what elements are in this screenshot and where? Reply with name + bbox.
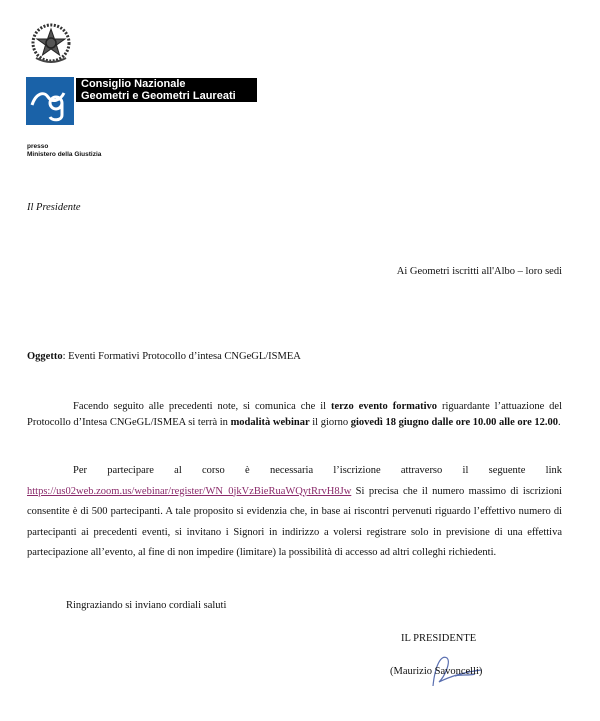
cngegl-logo (26, 77, 74, 125)
subject-text: : Eventi Formativi Protocollo d’intesa CNGeGL/ISMEA (62, 351, 301, 362)
paragraph-registration (27, 461, 562, 564)
p1-text-1: Facendo seguito alle precedenti note, si comunica che il (73, 401, 331, 412)
organization-name (76, 78, 257, 102)
p1-bold-mode: modalità webinar (230, 416, 310, 428)
presso-label: presso (27, 143, 49, 150)
sender-label: Il Presidente (27, 202, 81, 213)
subject-label: Oggetto (27, 351, 63, 362)
republic-emblem-icon (30, 22, 72, 64)
subject-line (27, 351, 301, 362)
p1-text-2: riguardante l’attuazione del Protocollo d’Intesa CNGeGL/ISMEA si terrà in (27, 401, 562, 428)
webinar-registration-link[interactable]: https://us02web.zoom.us/webinar/register/WN_0jkVzBieRuaWQytRrvH8Jw (27, 485, 352, 497)
signature-name: (Maurizio Savoncelli) (390, 666, 483, 677)
org-name-line1: Consiglio Nazionale (81, 78, 186, 90)
paragraph-event-info (27, 399, 562, 430)
signature-title: IL PRESIDENTE (401, 633, 477, 644)
p1-text-3: il giorno (309, 416, 351, 428)
p2-text-2: Si precisa che il numero massimo di iscrizioni consentite è di 500 partecipanti. A tale proposito si evidenzia che, in base ai riscontri pervenuti riguardo l’effettivo numero di partecipanti ai precedenti eventi, si invitano i Signori in indirizzo a volersi registrare solo in previsione di una effettiva partecipazione all’evento, al fine di non impedire (limitare) la possibilità di accesso ad altri colleghi richiedenti. (27, 485, 562, 558)
p1-text-4: . (558, 416, 561, 428)
ministry-block (27, 143, 101, 158)
ministry-name: Ministero della Giustizia (27, 150, 102, 158)
cngegl-logo-mark-icon (26, 77, 74, 125)
org-name-line2: Geometri e Geometri Laureati (81, 89, 236, 102)
p2-text-1: Per partecipare al corso è necessaria l’iscrizione attraverso il seguente link (73, 465, 562, 476)
closing-line: Ringraziando si inviano cordiali saluti (66, 600, 227, 611)
p1-bold-date: giovedì 18 giugno dalle ore 10.00 alle ore 12.00 (350, 416, 559, 428)
recipient-line: Ai Geometri iscritti all'Albo – loro sedi (396, 266, 562, 277)
p1-bold-event: terzo evento formativo (330, 401, 438, 412)
